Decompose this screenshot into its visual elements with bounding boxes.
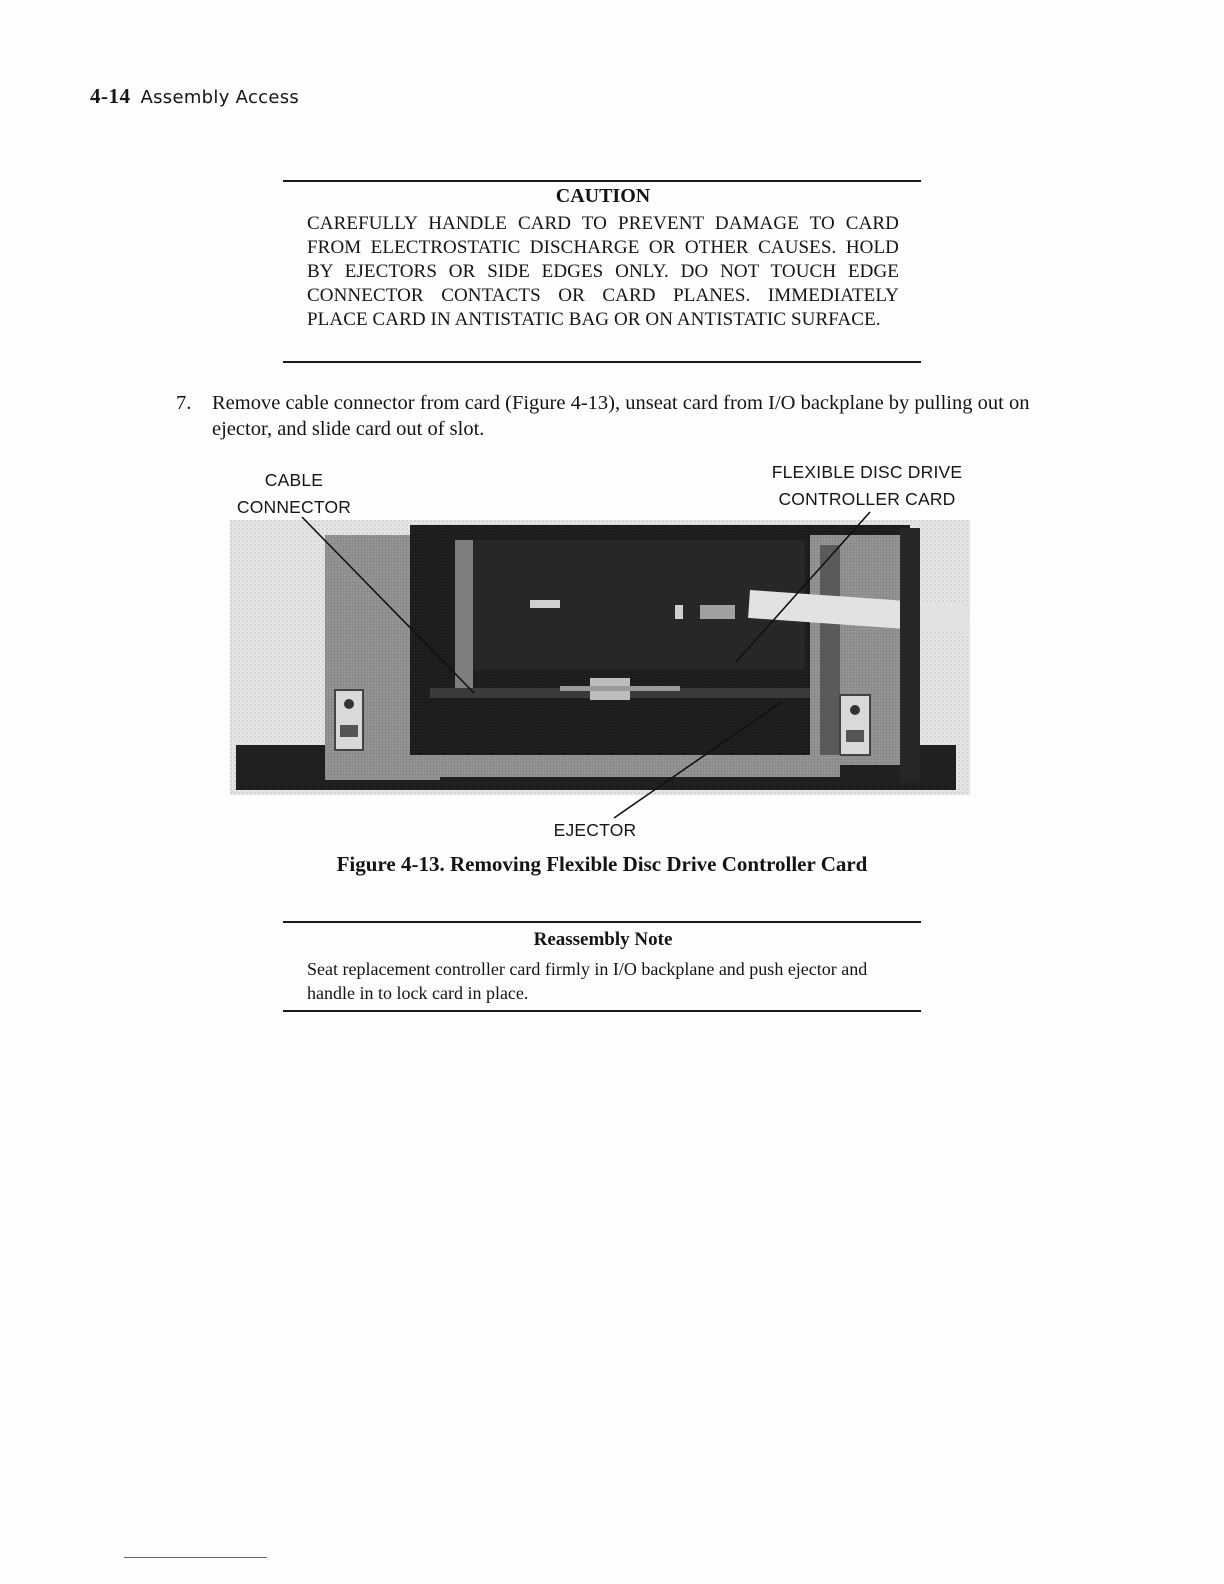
caution-box (283, 180, 921, 363)
note-body: Seat replacement controller card firmly in I/O backplane and push ejector and handle in to lock card in place. (307, 959, 868, 1003)
callout-ejector: EJECTOR (553, 820, 637, 840)
reassembly-note-box (283, 921, 921, 1012)
caution-body: CAREFULLY HANDLE CARD TO PREVENT DAMAGE TO CARD FROM ELECTROSTATIC DISCHARGE OR OTHER CAUSES. HOLD BY EJECTORS OR SIDE EDGES ONLY. DO NOT TOUCH EDGE CONNECTOR CONTACTS OR CARD PLANES. IMMEDIATELY PLACE CARD IN ANTISTATIC BAG OR ON ANTISTATIC SURFACE. (307, 213, 899, 330)
callout-controller-card (760, 459, 974, 513)
caution-title: CAUTION (555, 185, 651, 207)
controller-card-photo (230, 520, 970, 795)
callout-cable-connector (226, 467, 362, 521)
section-title: Assembly Access (140, 87, 300, 108)
step-text: Remove cable connector from card (Figure 4-13), unseat card from I/O backplane by pulling out on ejector, and slide card out of slot. (212, 392, 1030, 440)
callout-line: CABLE (264, 470, 324, 490)
page-number: 4-14 (90, 84, 131, 108)
procedure-step (176, 390, 1056, 442)
callout-line: CONTROLLER CARD (778, 489, 956, 509)
callout-line: CONNECTOR (236, 497, 352, 517)
note-title: Reassembly Note (533, 929, 673, 950)
page-header (90, 84, 299, 109)
step-number: 7. (176, 392, 192, 414)
callout-line: FLEXIBLE DISC DRIVE (771, 462, 963, 482)
figure-caption: Figure 4-13. Removing Flexible Disc Drive Controller Card (336, 852, 868, 876)
footer-rule (124, 1557, 267, 1558)
